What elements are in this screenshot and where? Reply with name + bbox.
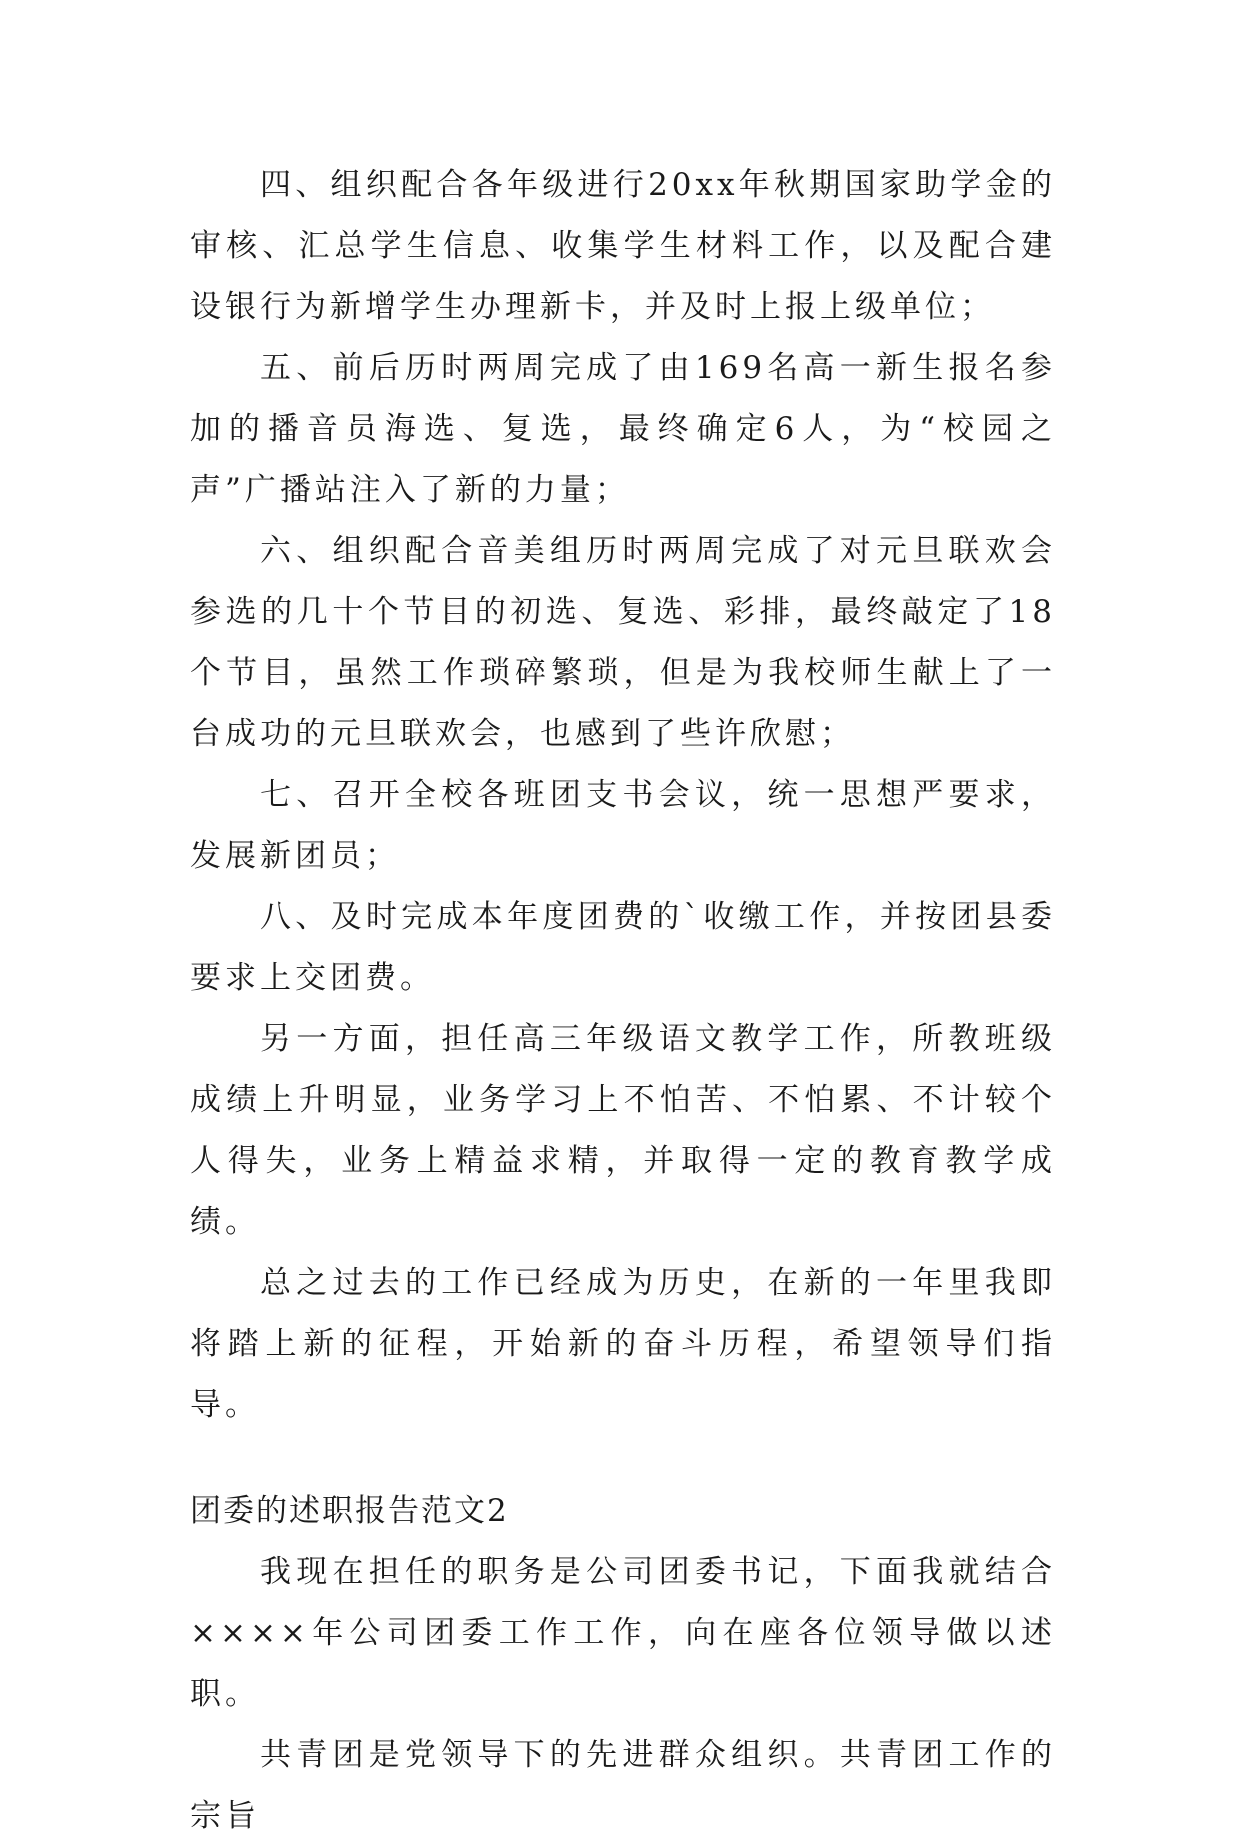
paragraph-item-8: 八、及时完成本年度团费的`收缴工作，并按团县委要求上交团费。 [190,899,1056,996]
paragraph-item-5: 五、前后历时两周完成了由169名高一新生报名参加的播音员海选、复选，最终确定6人，为“校园之声”广播站注入了新的力量； [190,350,1056,508]
paragraph-intro: 我现在担任的职务是公司团委书记，下面我就结合××××年公司团委工作工作，向在座各位领导做以述职。 [190,1554,1056,1712]
paragraph-league: 共青团是党领导下的先进群众组织。共青团工作的宗旨 [190,1737,1056,1834]
document-body [190,155,1056,1847]
section-title: 团委的述职报告范文2 [190,1493,509,1529]
paragraph-item-4: 四、组织配合各年级进行20xx年秋期国家助学金的审核、汇总学生信息、收集学生材料工作，以及配合建设银行为新增学生办理新卡，并及时上报上级单位； [190,167,1056,325]
paragraph-teaching: 另一方面，担任高三年级语文教学工作，所教班级成绩上升明显，业务学习上不怕苦、不怕累、不计较个人得失，业务上精益求精，并取得一定的教育教学成绩。 [190,1021,1056,1240]
paragraph-item-7: 七、召开全校各班团支书会议，统一思想严要求，发展新团员； [190,777,1056,874]
paragraph-item-6: 六、组织配合音美组历时两周完成了对元旦联欢会参选的几十个节目的初选、复选、彩排，最终敲定了18个节目，虽然工作琐碎繁琐，但是为我校师生献上了一台成功的元旦联欢会，也感到了些许欣慰； [190,533,1056,752]
paragraph-conclusion: 总之过去的工作已经成为历史，在新的一年里我即将踏上新的征程，开始新的奋斗历程，希望领导们指导。 [190,1265,1056,1423]
